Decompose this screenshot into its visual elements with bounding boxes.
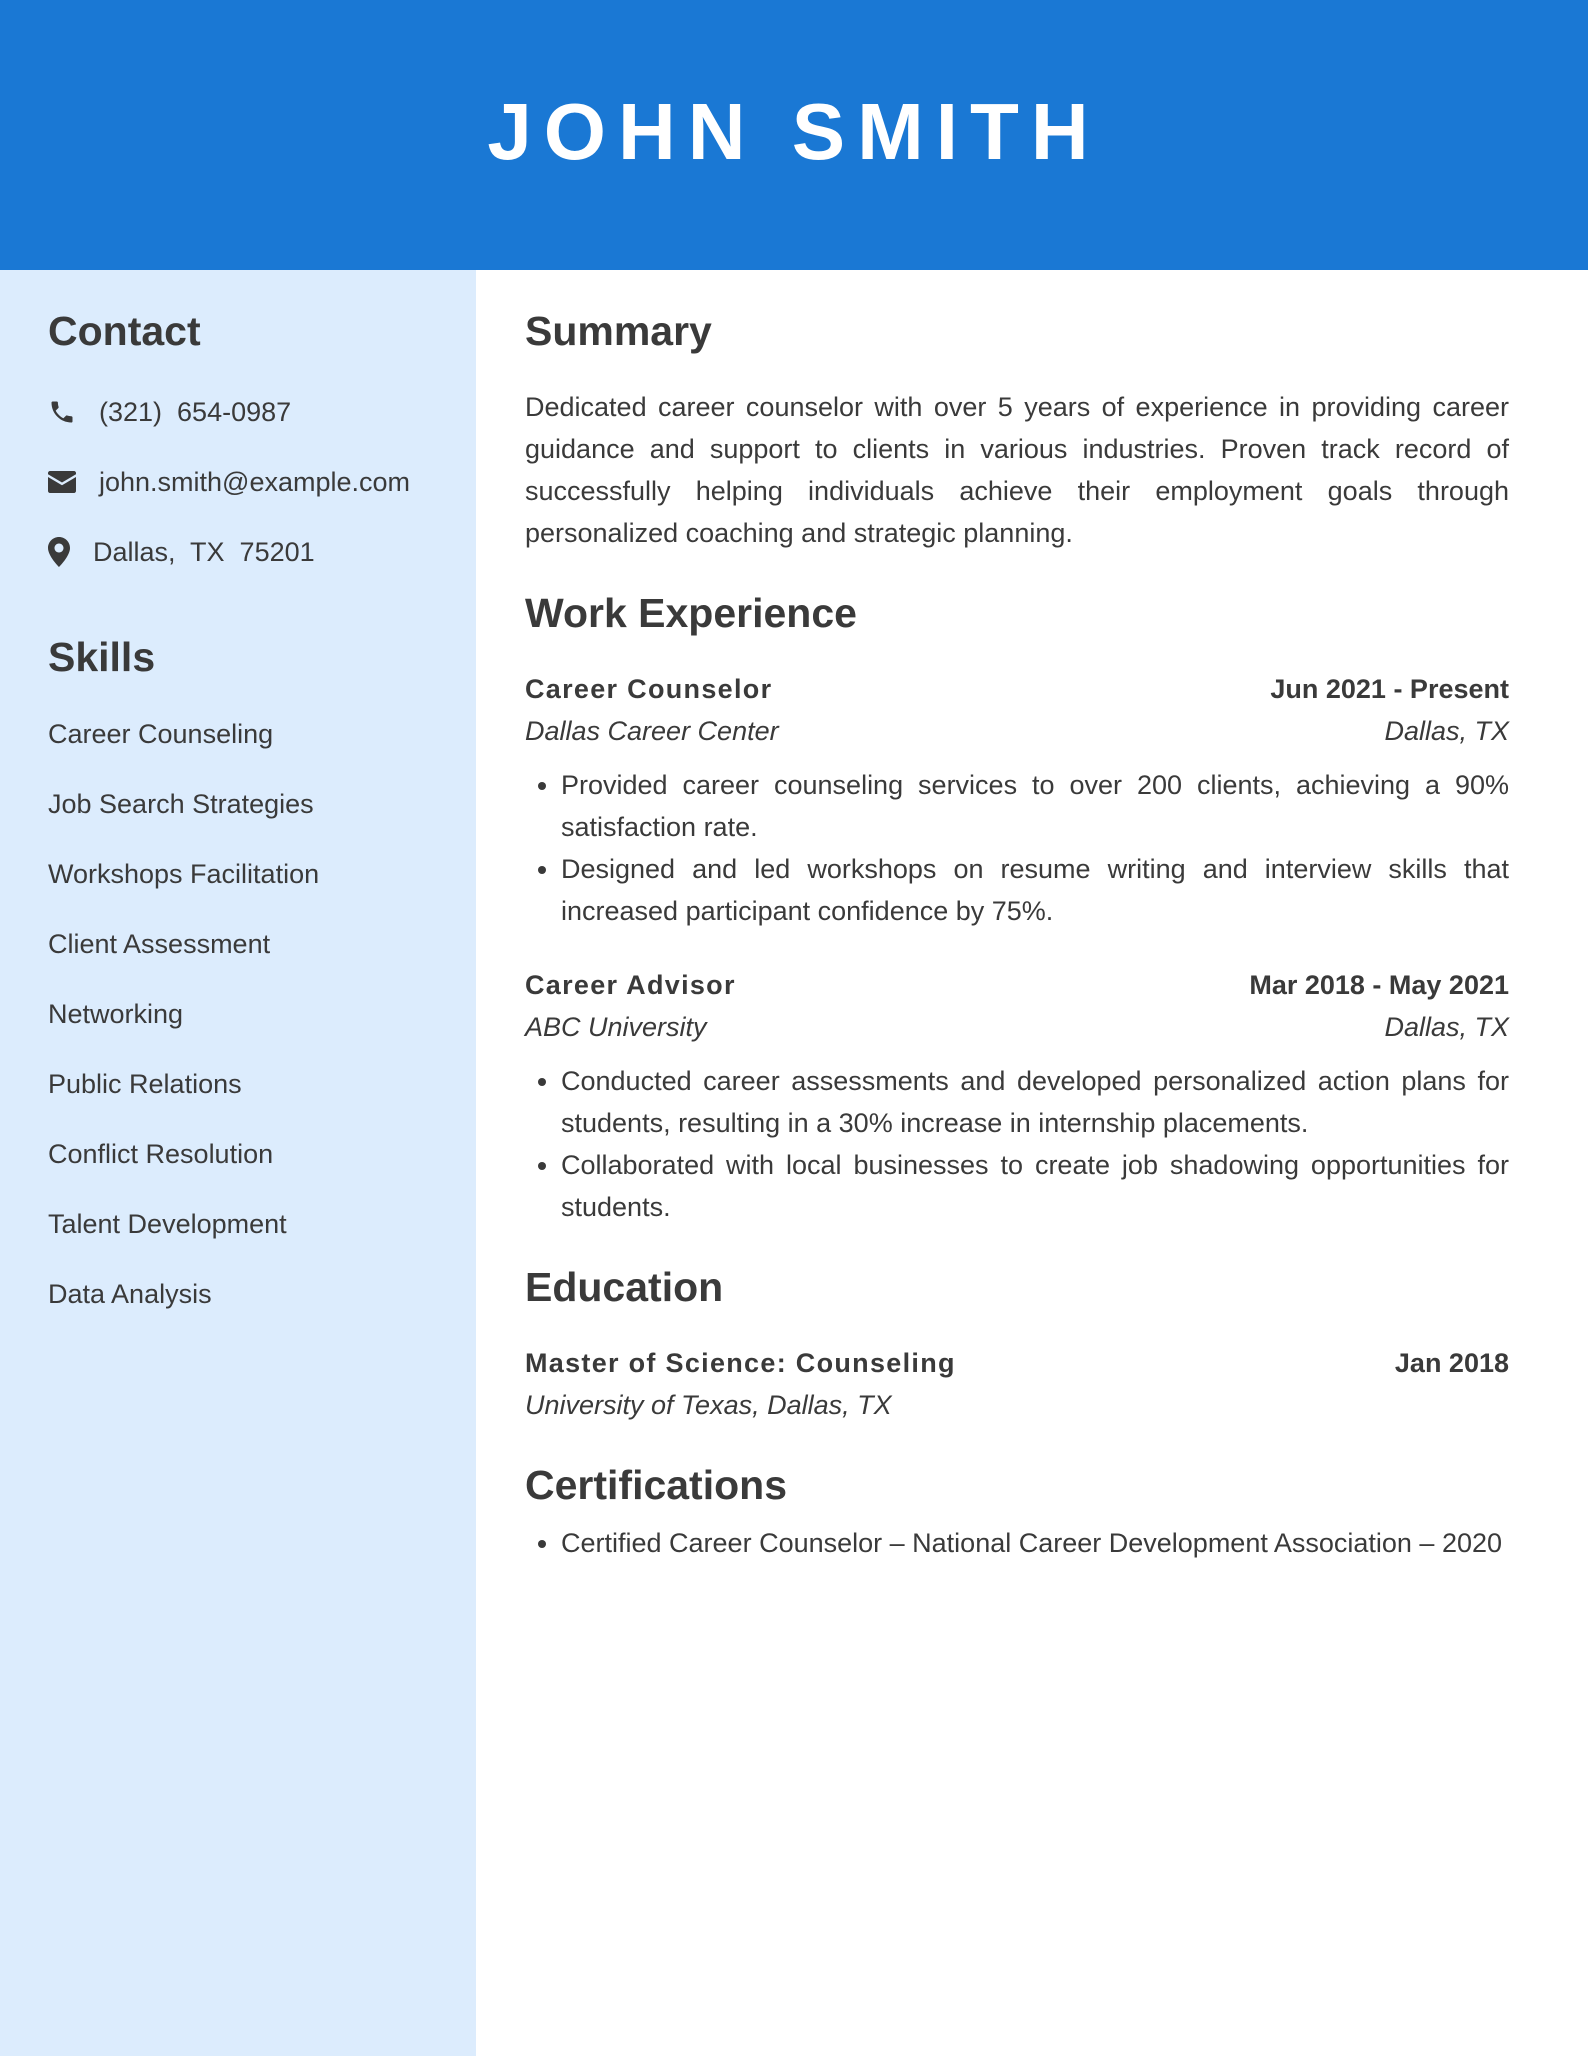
candidate-name: JOHN SMITH [487,87,1101,176]
contact-heading: Contact [48,308,201,354]
job-entry [525,668,1509,932]
job-bullet: • Conducted career assessments and developed personalized action plans for students, resulting in a 30% increase in internship placements. [561,1060,1509,1144]
job-bullets [525,1060,1509,1228]
job-location: Dallas, TX [1384,716,1509,746]
envelope-icon [48,467,78,497]
skill-item: Client Assessment [48,929,271,959]
contact-list [48,392,476,572]
education-heading: Education [525,1264,724,1310]
job-header-row [525,964,1509,1006]
main-content [476,270,1588,2056]
job-bullet: • Designed and led workshops on resume writing and interview skills that increased participant confidence by 75%. [561,848,1509,932]
skill-item: Talent Development [48,1209,287,1239]
job-title: Career Advisor [525,970,736,1000]
work-experience-heading: Work Experience [525,590,857,636]
map-pin-icon [48,537,74,567]
job-dates: Jun 2021 - Present [1270,674,1509,704]
skill-item: Networking [48,999,184,1029]
contact-email [48,462,476,502]
job-company: Dallas Career Center [525,716,779,746]
job-dates: Mar 2018 - May 2021 [1249,970,1509,1000]
resume-header [0,0,1588,270]
job-location: Dallas, TX [1384,1012,1509,1042]
degree-date: Jan 2018 [1394,1348,1509,1378]
certifications-heading: Certifications [525,1462,787,1508]
skill-item: Career Counseling [48,719,274,749]
skill-item: Workshops Facilitation [48,859,320,889]
job-entry [525,964,1509,1228]
skill-item: Job Search Strategies [48,789,314,819]
school-name: University of Texas, Dallas, TX [525,1390,892,1420]
job-bullet: • Provided career counseling services to over 200 clients, achieving a 90% satisfaction rate. [561,764,1509,848]
certification-item: • Certified Career Counselor – National Career Development Association – 2020 [561,1522,1509,1564]
summary-text: Dedicated career counselor with over 5 years of experience in providing career guidance and support to clients in various industries. Proven track record of successfully helping individuals achieve their employment goals through personalized coaching and strategic planning. [525,392,1509,548]
skill-item: Conflict Resolution [48,1139,274,1169]
location-text: Dallas, TX 75201 [93,536,315,567]
contact-location [48,532,476,572]
sidebar [0,270,476,2056]
skills-heading: Skills [48,634,156,680]
job-org-row [525,1006,1509,1048]
job-company: ABC University [525,1012,707,1042]
job-org-row [525,710,1509,752]
summary-heading: Summary [525,308,712,354]
skill-item: Public Relations [48,1069,242,1099]
certifications-list [525,1522,1509,1564]
degree-title: Master of Science: Counseling [525,1348,956,1378]
job-header-row [525,668,1509,710]
job-title: Career Counselor [525,674,773,704]
skills-list [48,714,476,1314]
skill-item: Data Analysis [48,1279,212,1309]
job-bullet: • Collaborated with local businesses to create job shadowing opportunities for students. [561,1144,1509,1228]
education-school-row [525,1384,1509,1426]
job-bullets [525,764,1509,932]
contact-phone [48,392,476,432]
email-address: john.smith@example.com [99,466,411,497]
phone-number: (321) 654-0987 [99,396,292,427]
education-entry [525,1342,1509,1426]
phone-icon [48,397,78,427]
education-header-row [525,1342,1509,1384]
